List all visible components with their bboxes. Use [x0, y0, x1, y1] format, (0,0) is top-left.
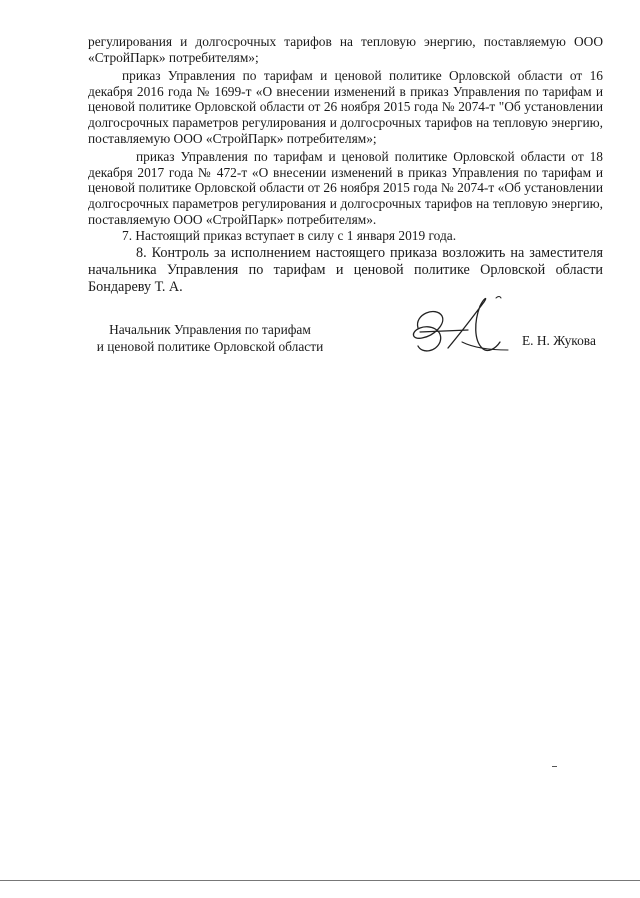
document-body [88, 34, 603, 296]
signatory-title-line-1: Начальник Управления по тарифам [109, 322, 311, 337]
paragraph-item-8: 8. Контроль за исполнением настоящего приказа возложить на заместителя начальника Управления по тарифам и ценовой политике Орловской области Бондареву Т. А. [88, 244, 603, 295]
paragraph-order-472: приказ Управления по тарифам и ценовой политике Орловской области от 18 декабря 2017 года № 472-т «О внесении изменений в приказ Управления по тарифам и ценовой политике Орловской области от 26 ноября 2015 года № 2074-т «Об установлении долгосрочных параметров регулирования и долгосрочных тарифов на тепловую энергию, поставляемую ООО «СтройПарк» потребителям». [88, 149, 603, 227]
page-bottom-edge [0, 880, 640, 881]
handwritten-signature [400, 292, 520, 362]
signatory-title [80, 321, 340, 355]
signatory-title-line-2: и ценовой политике Орловской области [96, 339, 324, 354]
signatory-name: Е. Н. Жукова [522, 333, 596, 348]
scan-speck [552, 766, 557, 767]
paragraph-continuation: регулирования и долгосрочных тарифов на тепловую энергию, поставляемую ООО «СтройПарк» потребителям»; [88, 34, 603, 65]
paragraph-order-1699: приказ Управления по тарифам и ценовой политике Орловской области от 16 декабря 2016 года № 1699-т «О внесении изменений в приказ Управления по тарифам и ценовой политике Орловской области от 26 ноября 2015 года № 2074-т "Об установлении долгосрочных параметров регулирования и долгосрочных тарифов на тепловую энергию, поставляемую ООО «СтройПарк» потребителям»; [88, 68, 603, 146]
paragraph-item-7: 7. Настоящий приказ вступает в силу с 1 января 2019 года. [122, 228, 457, 244]
